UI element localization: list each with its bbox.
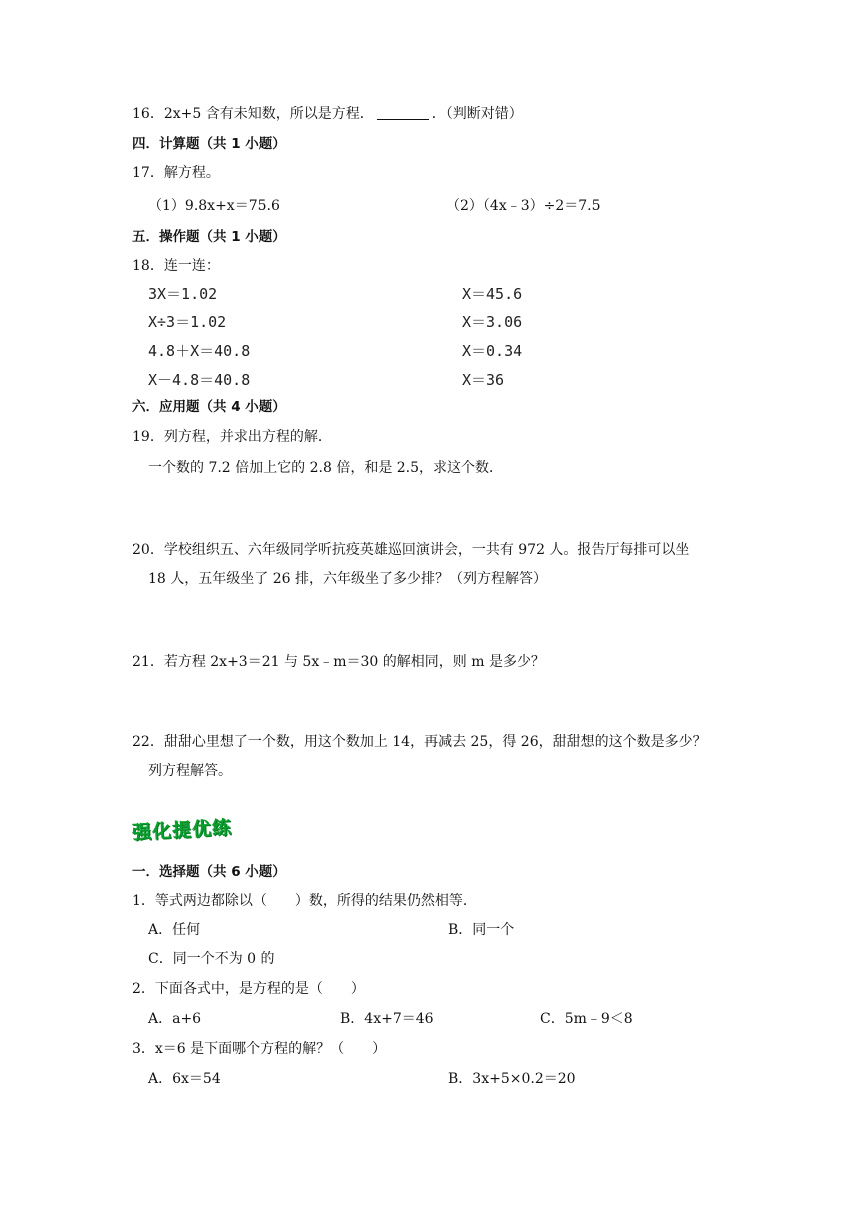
- c1-option-a[interactable]: A．任何: [148, 922, 201, 938]
- section-heading-operation: 五．操作题（共 1 小题）: [132, 229, 286, 245]
- match-right-3[interactable]: X＝0.34: [462, 342, 523, 360]
- q16-after: ．（判断对错）: [431, 106, 523, 122]
- q20-line1: 20．学校组织五、六年级同学听抗疫英雄巡回演讲会，一共有 972 人。报告厅每排可以坐: [132, 542, 690, 558]
- q21-line1: 21．若方程 2x+3＝21 与 5x﹣m＝30 的解相同，则 m 是多少？: [132, 654, 545, 670]
- c1-option-b[interactable]: B．同一个: [448, 922, 515, 938]
- q22-line2: 列方程解答。: [148, 763, 232, 779]
- match-left-2[interactable]: X÷3＝1.02: [148, 313, 227, 331]
- section-heading-choice: 一．选择题（共 6 小题）: [132, 864, 286, 880]
- match-right-4[interactable]: X＝36: [462, 371, 505, 389]
- q22-line1: 22．甜甜心里想了一个数，用这个数加上 14，再减去 25，得 26，甜甜想的这个数是多少？: [132, 734, 707, 750]
- c3-stem: 3．x＝6 是下面哪个方程的解？（ ）: [132, 1041, 387, 1057]
- section-heading-calc: 四．计算题（共 1 小题）: [132, 136, 286, 152]
- c2-option-c[interactable]: C．5m﹣9＜8: [540, 1011, 633, 1027]
- q19-line1: 19．列方程，并求出方程的解．: [132, 429, 332, 445]
- c2-option-a[interactable]: A．a+6: [148, 1011, 202, 1027]
- c2-option-b[interactable]: B．4x+7＝46: [340, 1011, 434, 1027]
- section-heading-application: 六．应用题（共 4 小题）: [132, 399, 286, 415]
- c1-stem: 1．等式两边都除以（ ）数，所得的结果仍然相等．: [132, 893, 477, 909]
- q19-line2: 一个数的 7.2 倍加上它的 2.8 倍，和是 2.5，求这个数．: [148, 460, 504, 476]
- match-right-1[interactable]: X＝45.6: [462, 285, 523, 303]
- answer-blank[interactable]: [377, 105, 429, 120]
- section-banner: 强化提优练: [131, 816, 233, 844]
- c2-stem: 2．下面各式中，是方程的是（ ）: [132, 981, 365, 997]
- q20-line2: 18 人，五年级坐了 26 排，六年级坐了多少排？（列方程解答）: [148, 571, 547, 587]
- c3-option-a[interactable]: A．6x＝54: [148, 1071, 221, 1087]
- q17-part2: （2）（4x﹣3）÷2＝7.5: [446, 198, 601, 214]
- match-left-3[interactable]: 4.8＋X＝40.8: [148, 342, 251, 360]
- c1-option-c[interactable]: C．同一个不为 0 的: [148, 951, 275, 967]
- q18-stem: 18．连一连：: [132, 258, 220, 274]
- match-right-2[interactable]: X＝3.06: [462, 313, 523, 331]
- c3-option-b[interactable]: B．3x+5×0.2＝20: [448, 1071, 576, 1087]
- match-left-1[interactable]: 3X＝1.02: [148, 285, 218, 303]
- q17-part1: （1）9.8x+x＝75.6: [148, 198, 280, 214]
- q17-stem: 17．解方程。: [132, 165, 220, 181]
- q16-text: 16．2x+5 含有未知数，所以是方程．: [132, 106, 374, 122]
- match-left-4[interactable]: X－4.8＝40.8: [148, 371, 251, 389]
